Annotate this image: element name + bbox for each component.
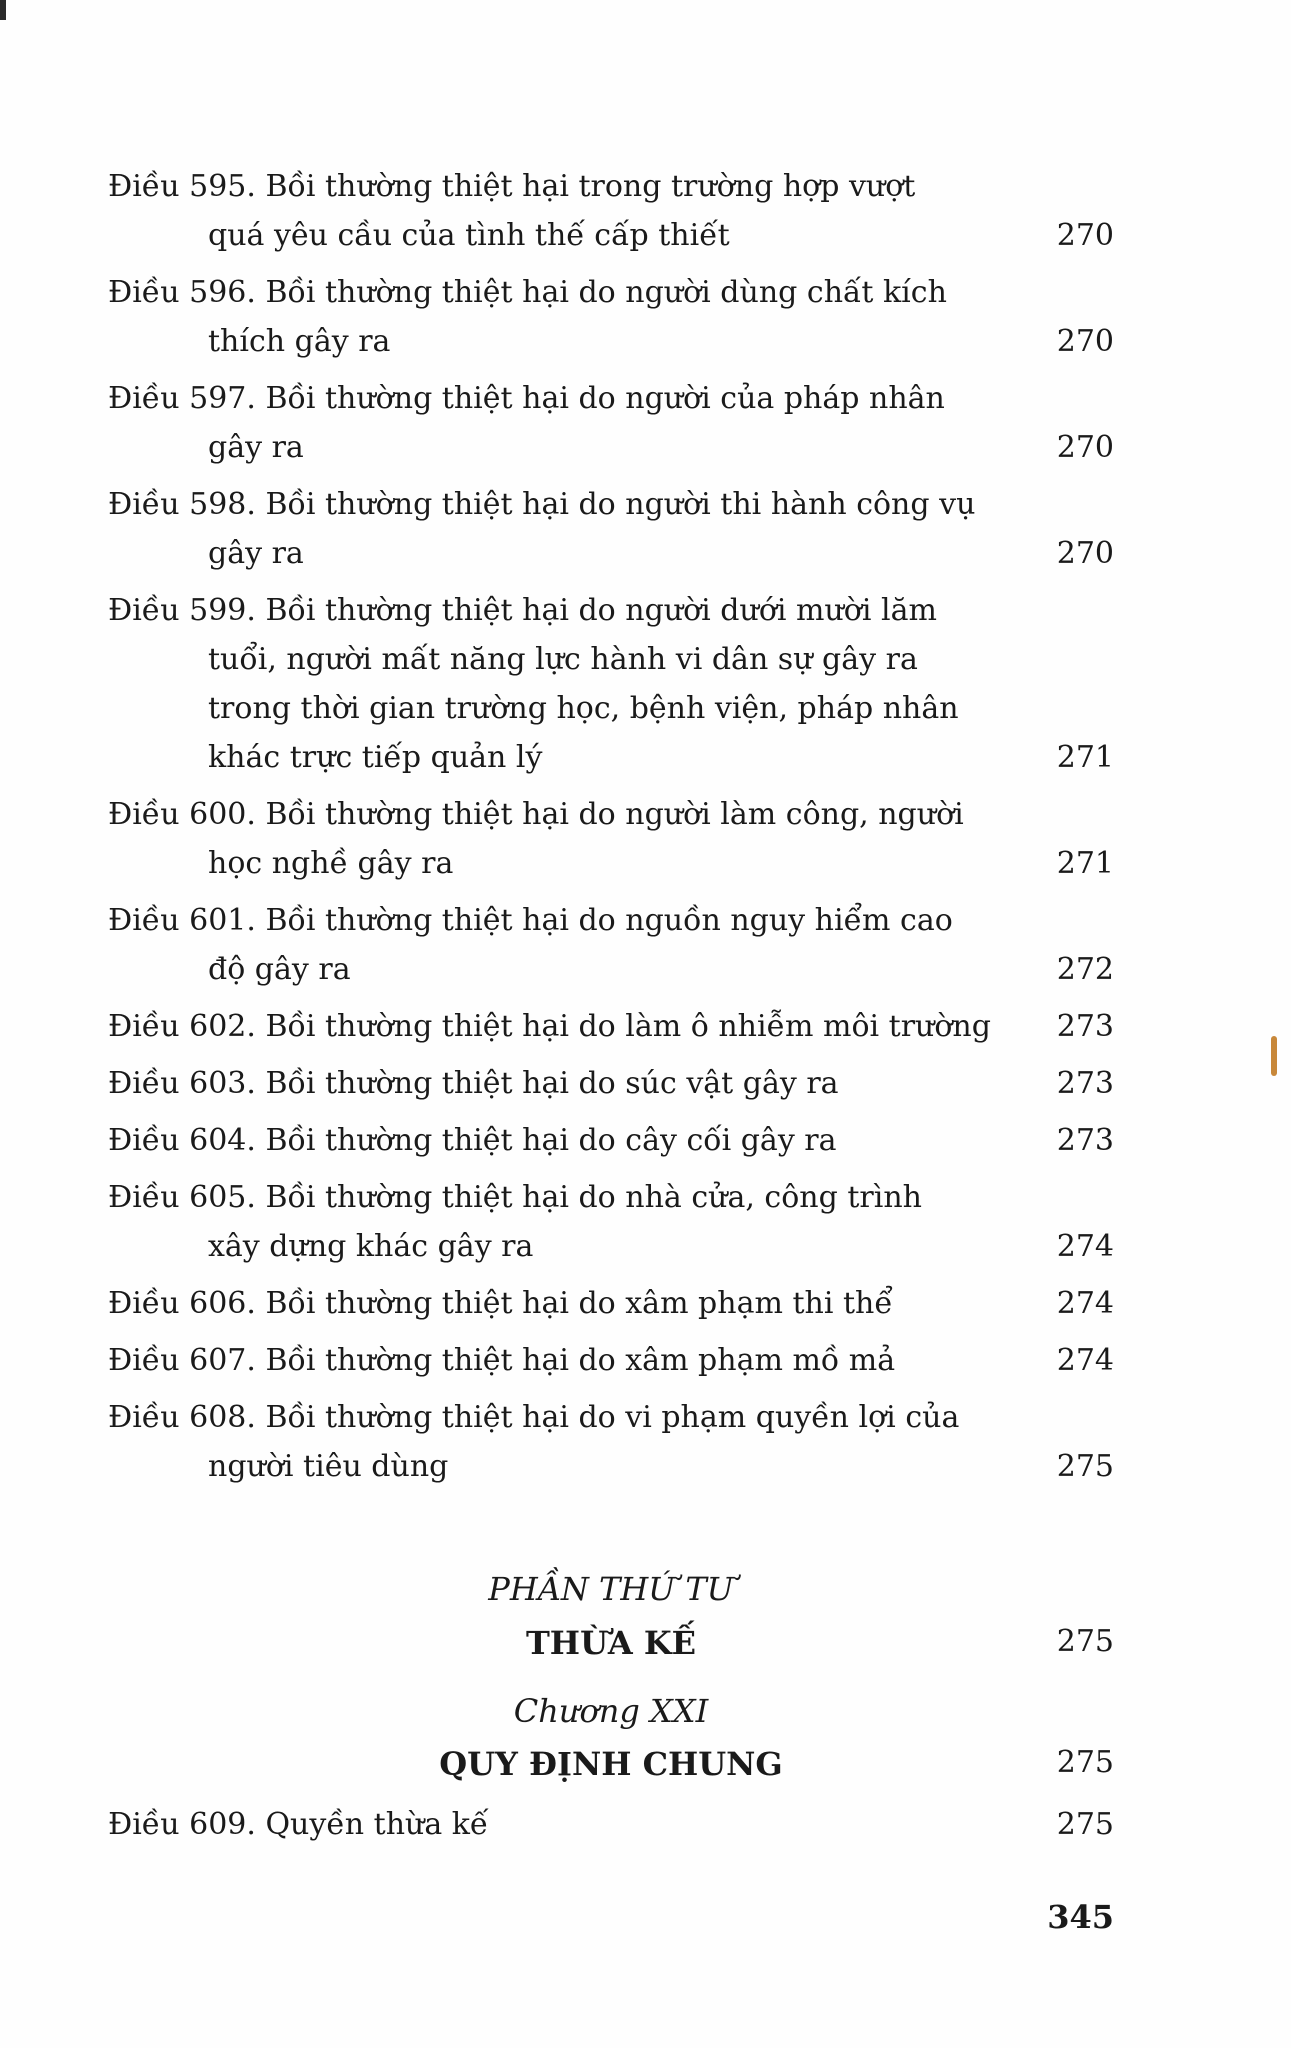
toc-entry-598 <box>108 480 1114 578</box>
toc-line: Điều 595. Bồi thường thiệt hại trong trường hợp vượt <box>108 169 916 204</box>
toc-line: quá yêu cầu của tình thế cấp thiết <box>208 218 730 253</box>
chapter-label-text: Chương XXI <box>513 1692 709 1730</box>
toc-line: Điều 596. Bồi thường thiệt hại do người dùng chất kích <box>108 275 947 310</box>
toc-line: độ gây ra <box>208 952 351 987</box>
toc-entry-603 <box>108 1059 1114 1108</box>
toc-line: Điều 604. Bồi thường thiệt hại do cây cối gây ra <box>108 1123 837 1158</box>
part-label <box>108 1570 1114 1608</box>
toc-line: gây ra <box>208 536 304 571</box>
toc-line: Điều 607. Bồi thường thiệt hại do xâm phạm mồ mả <box>108 1343 896 1378</box>
toc-entry-609 <box>108 1800 1114 1849</box>
toc-page-number: 273 <box>1056 1066 1114 1101</box>
toc-entry-596 <box>108 268 1114 366</box>
toc-line: khác trực tiếp quản lý <box>208 740 543 775</box>
toc-entry-604 <box>108 1116 1114 1165</box>
bookmark-mark <box>1271 1036 1277 1076</box>
toc-line: Điều 608. Bồi thường thiệt hại do vi phạm quyền lợi của <box>108 1400 960 1435</box>
toc-page-number: 270 <box>1056 536 1114 571</box>
toc-page-number: 273 <box>1056 1009 1114 1044</box>
part-title-text: THỪA KẾ <box>525 1624 697 1662</box>
toc-page-number: 275 <box>1056 1807 1114 1842</box>
toc-entry-608 <box>108 1393 1114 1491</box>
toc-entry-607 <box>108 1336 1114 1385</box>
toc-line: người tiêu dùng <box>208 1449 449 1484</box>
toc-line: Điều 601. Bồi thường thiệt hại do nguồn nguy hiểm cao <box>108 903 953 938</box>
toc-page-number: 270 <box>1056 324 1114 359</box>
toc-page-number: 271 <box>1056 740 1114 775</box>
toc-line: Điều 602. Bồi thường thiệt hại do làm ô nhiễm môi trường <box>108 1009 991 1044</box>
part-title <box>108 1624 1114 1662</box>
toc-line: tuổi, người mất năng lực hành vi dân sự gây ra <box>208 642 918 677</box>
toc-line: trong thời gian trường học, bệnh viện, pháp nhân <box>208 691 959 726</box>
part-label-text: PHẦN THỨ TƯ <box>488 1570 734 1608</box>
page-number: 345 <box>1047 1898 1114 1936</box>
page-edge-mark <box>0 0 6 20</box>
toc-line: Điều 599. Bồi thường thiệt hại do người dưới mười lăm <box>108 593 937 628</box>
toc-line: Điều 597. Bồi thường thiệt hại do người của pháp nhân <box>108 381 945 416</box>
toc-entry-600 <box>108 790 1114 888</box>
toc-entry-606 <box>108 1279 1114 1328</box>
toc-entry-595 <box>108 162 1114 260</box>
toc-page-number: 272 <box>1056 952 1114 987</box>
toc-tail <box>108 1800 1114 1857</box>
toc-line: Điều 605. Bồi thường thiệt hại do nhà cửa, công trình <box>108 1180 922 1215</box>
toc-entry-601 <box>108 896 1114 994</box>
toc-line: học nghề gây ra <box>208 846 454 881</box>
part-page-number: 275 <box>1056 1624 1114 1659</box>
toc-line: gây ra <box>208 430 304 465</box>
toc-entry-599 <box>108 586 1114 782</box>
toc-entry-605 <box>108 1173 1114 1271</box>
toc-page-number: 274 <box>1056 1286 1114 1321</box>
toc-line: thích gây ra <box>208 324 391 359</box>
toc-page-number: 270 <box>1056 430 1114 465</box>
toc-page-number: 270 <box>1056 218 1114 253</box>
toc-line: Điều 598. Bồi thường thiệt hại do người thi hành công vụ <box>108 487 976 522</box>
toc-line: Điều 600. Bồi thường thiệt hại do người làm công, người <box>108 797 964 832</box>
toc-entry-602 <box>108 1002 1114 1051</box>
chapter-title <box>108 1745 1114 1783</box>
toc-page-number: 275 <box>1056 1449 1114 1484</box>
toc-line: Điều 609. Quyền thừa kế <box>108 1807 489 1842</box>
chapter-page-number: 275 <box>1056 1745 1114 1780</box>
chapter-title-text: QUY ĐỊNH CHUNG <box>439 1745 783 1783</box>
toc-page-number: 273 <box>1056 1123 1114 1158</box>
toc-line: Điều 603. Bồi thường thiệt hại do súc vật gây ra <box>108 1066 839 1101</box>
toc-line: Điều 606. Bồi thường thiệt hại do xâm phạm thi thể <box>108 1286 893 1321</box>
chapter-label <box>108 1692 1114 1730</box>
toc-entry-597 <box>108 374 1114 472</box>
toc-page-number: 271 <box>1056 846 1114 881</box>
toc-page-number: 274 <box>1056 1343 1114 1378</box>
toc-page-number: 274 <box>1056 1229 1114 1264</box>
table-of-contents <box>108 162 1114 1499</box>
toc-line: xây dựng khác gây ra <box>208 1229 534 1264</box>
